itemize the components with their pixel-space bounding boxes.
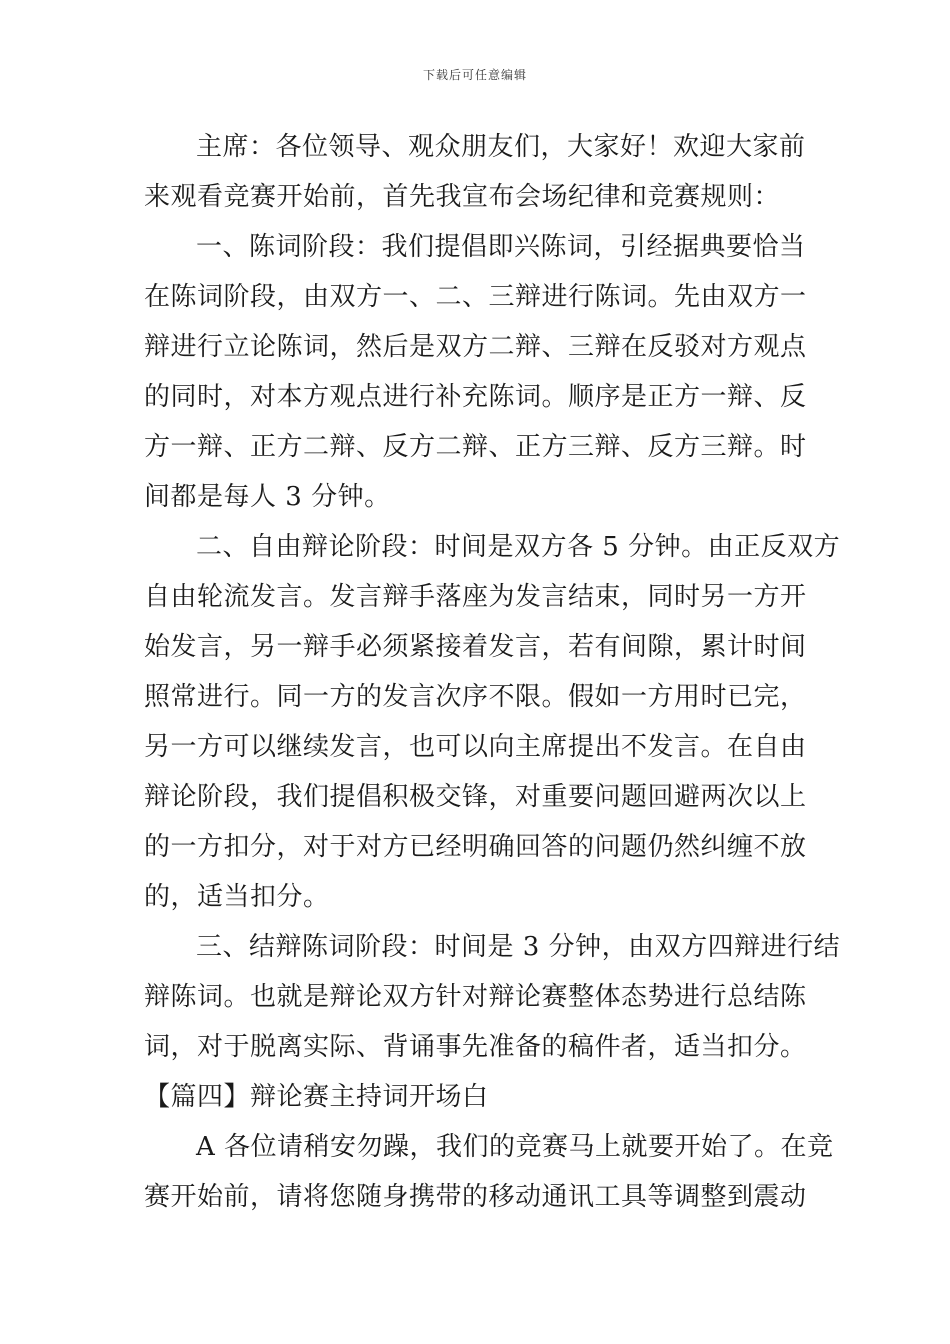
text-line: 方一辩、正方二辩、反方二辩、正方三辩、反方三辩。时 xyxy=(144,432,807,462)
text-line: 的一方扣分，对于对方已经明确回答的问题仍然纠缠不放 xyxy=(144,832,807,862)
text-line: A 各位请稍安勿躁，我们的竞赛马上就要开始了。在竞 xyxy=(196,1132,834,1162)
text-line: 的同时，对本方观点进行补充陈词。顺序是正方一辩、反 xyxy=(144,382,807,412)
text-line: 辩陈词。也就是辩论双方针对辩论赛整体态势进行总结陈 xyxy=(144,982,807,1012)
text-line: 照常进行。同一方的发言次序不限。假如一方用时已完， xyxy=(144,682,807,712)
header-note: 下载后可任意编辑 xyxy=(422,68,527,82)
text-line: 辩论阶段，我们提倡积极交锋，对重要问题回避两次以上 xyxy=(144,782,807,812)
text-line: 的，适当扣分。 xyxy=(144,882,330,912)
text-line: 二、自由辩论阶段：时间是双方各 5 分钟。由正反双方 xyxy=(196,532,841,562)
text-line: 辩进行立论陈词，然后是双方二辩、三辩在反驳对方观点 xyxy=(144,332,807,362)
text-line: 赛开始前，请将您随身携带的移动通讯工具等调整到震动 xyxy=(144,1182,807,1212)
text-line: 主席：各位领导、观众朋友们，大家好！欢迎大家前 xyxy=(196,132,806,162)
text-line: 间都是每人 3 分钟。 xyxy=(144,482,391,512)
text-line: 在陈词阶段，由双方一、二、三辩进行陈词。先由双方一 xyxy=(144,282,807,312)
text-line: 词，对于脱离实际、背诵事先准备的稿件者，适当扣分。 xyxy=(144,1032,807,1062)
text-line: 一、陈词阶段：我们提倡即兴陈词，引经据典要恰当 xyxy=(196,232,806,262)
text-line: 自由轮流发言。发言辩手落座为发言结束，同时另一方开 xyxy=(144,582,807,612)
body-text xyxy=(144,122,841,1222)
text-line: 来观看竞赛开始前，首先我宣布会场纪律和竞赛规则： xyxy=(144,182,781,212)
text-line: 另一方可以继续发言，也可以向主席提出不发言。在自由 xyxy=(144,732,807,762)
text-line: 三、结辩陈词阶段：时间是 3 分钟，由双方四辩进行结 xyxy=(196,932,841,962)
text-line: 始发言，另一辩手必须紧接着发言，若有间隙，累计时间 xyxy=(144,632,807,662)
section-heading: 【篇四】辩论赛主持词开场白 xyxy=(144,1082,489,1112)
